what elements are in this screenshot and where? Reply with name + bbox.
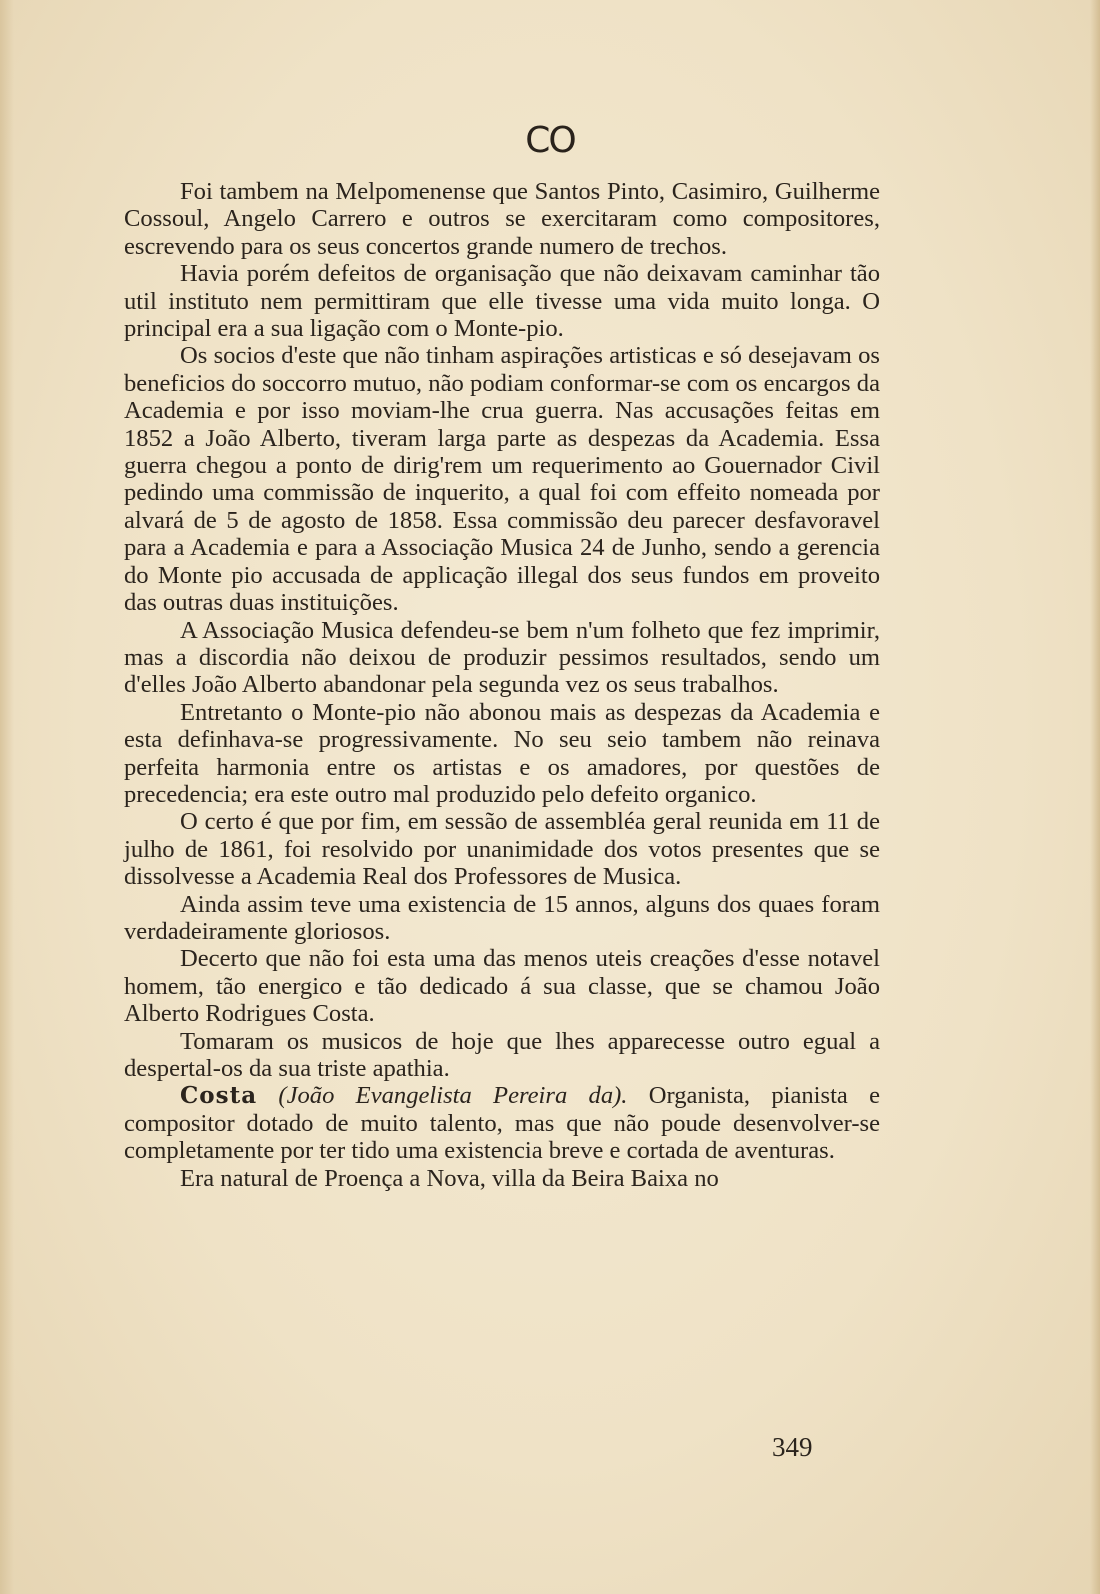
paragraph-2: Havia porém defeitos de organisação que não deixavam caminhar tão util instituto nem permittiram que elle tivesse uma vida muito longa. O principal era a sua ligação com o Monte-pio. (124, 260, 880, 343)
page-right-shadow (1090, 0, 1100, 1594)
entry-headword: Costa (180, 1082, 258, 1110)
paragraph-7: Ainda assim teve uma existencia de 15 annos, alguns dos quaes foram verdadeiramente gloriosos. (124, 890, 880, 945)
running-header: CO (525, 120, 575, 161)
body-text (124, 178, 880, 1192)
entry-subtitle: (João Evangelista Pereira da). (278, 1082, 628, 1110)
paragraph-5: Entretanto o Monte-pio não abonou mais as despezas da Academia e esta definhava-se progressivamente. No seu seio tambem não reinava perfeita harmonia entre os artistas e os amadores, por questões de precedencia; era este outro mal produzido pelo defeito organico. (124, 698, 880, 808)
paragraph-1: Foi tambem na Melpomenense que Santos Pinto, Casimiro, Guilherme Cossoul, Angelo Carrero e outros se exercitaram como compositores, escrevendo para os seus concertos grande numero de trechos. (124, 178, 880, 260)
paragraph-6: O certo é que por fim, em sessão de assembléa geral reunida em 11 de julho de 1861, foi resolvido por unanimidade dos votos presentes que se dissolvesse a Academia Real dos Professores de Musica. (124, 808, 880, 891)
page-left-shadow (0, 0, 14, 1594)
paragraph-8: Decerto que não foi esta uma das menos uteis creações d'esse notavel homem, tão energico e tão dedicado á sua classe, que se chamou João Alberto Rodrigues Costa. (124, 945, 880, 1028)
paragraph-3: Os socios d'este que não tinham aspirações artisticas e só desejavam os beneficios do soccorro mutuo, não podiam conformar-se com os encargos da Academia e por isso moviam-lhe crua guerra. Nas accusações feitas em 1852 a João Alberto, tiveram larga parte as despezas da Academia. Essa guerra chegou a ponto de dirig'rem um requerimento ao Gouernador Civil pedindo uma commissão de inquerito, a qual foi com effeito nomeada por alvará de 5 de agosto de 1858. Essa commissão deu parecer desfavoravel para a Academia e para a Associação Musica 24 de Junho, sendo a gerencia do Monte pio accusada de applicação illegal dos seus fundos em proveito das outras duas instituições. (124, 342, 880, 617)
entry-text: Organista, pianista e compositor dotado de muito talento, mas que não poude desenvolver-se completamente por ter tido uma existencia breve e cortada de aventuras. (124, 1082, 880, 1165)
paragraph-9: Tomaram os musicos de hoje que lhes apparecesse outro egual a despertal-os da sua triste apathia. (124, 1027, 880, 1082)
page-number: 349 (772, 1432, 813, 1462)
entry-paragraph (124, 1082, 880, 1164)
last-paragraph: Era natural de Proença a Nova, villa da Beira Baixa no (180, 1164, 719, 1192)
paragraph-4: A Associação Musica defendeu-se bem n'um folheto que fez imprimir, mas a discordia não deixou de produzir pessimos resultados, sendo um d'elles João Alberto abandonar pela segunda vez os seus trabalhos. (124, 616, 880, 699)
